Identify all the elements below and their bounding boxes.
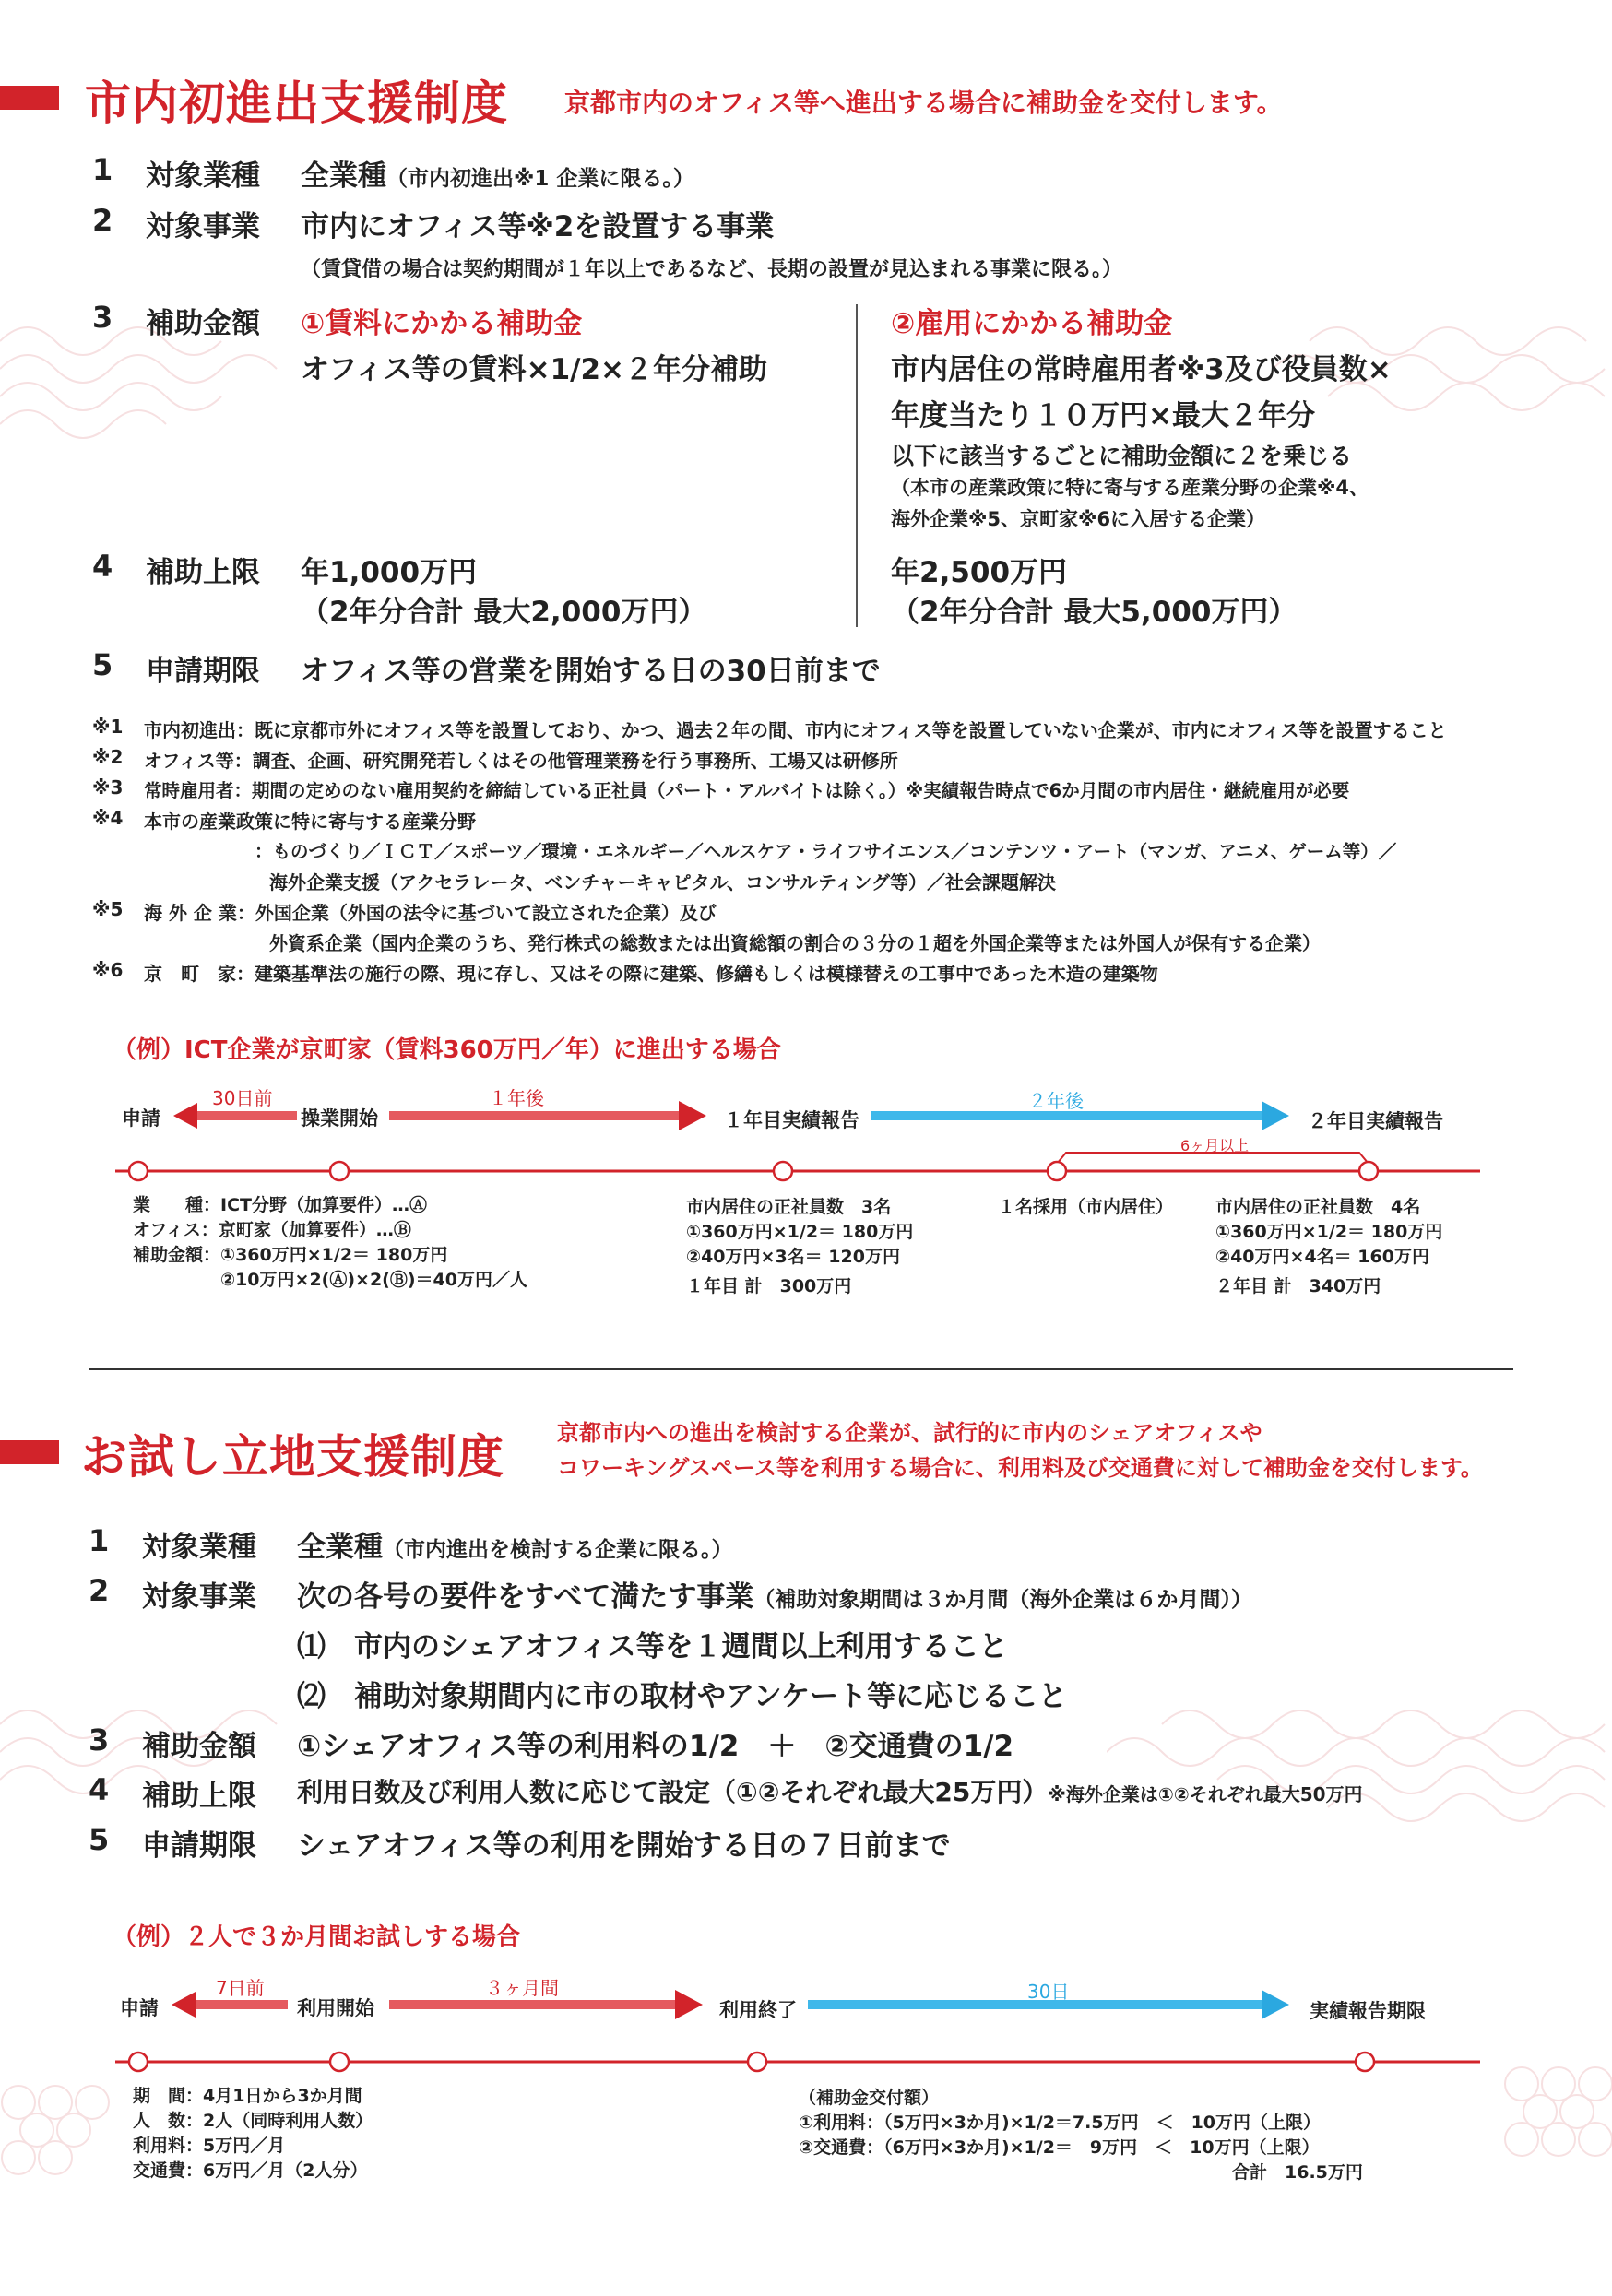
arrow-label-3months: ３ヶ月間 — [485, 1977, 559, 1999]
example-line: ①360万円×1/2＝ 180万円 — [1215, 1222, 1443, 1242]
grant-left-limit1: 年1,000万円 — [301, 556, 478, 589]
example1-title: （例）ICT企業が京町家（賃料360万円／年）に進出する場合 — [113, 1036, 781, 1064]
footnote-text: ：ものづくり／ＩＣＴ／スポーツ／環境・エネルギー／ヘルスケア・ライフサイエンス／コンテンツ・アート（マンガ、アニメ、ゲーム等）／ — [255, 841, 1397, 862]
item-value-text: 次の各号の要件をすべて満たす事業 — [297, 1580, 754, 1614]
bracket-label: 6ヶ月以上 — [1180, 1137, 1250, 1154]
example-line: 補助金額：①360万円×1/2＝ 180万円 — [133, 1245, 448, 1265]
arrow-label-30days: 30日前 — [212, 1087, 273, 1109]
timeline-node — [1048, 1162, 1066, 1180]
wave-pattern-decoration — [0, 2075, 120, 2222]
item-note: ※海外企業は①②それぞれ最大50万円 — [1048, 1783, 1363, 1805]
item-label: 対象業種 — [146, 160, 260, 193]
item-label: 補助金額 — [146, 307, 260, 340]
column-divider — [856, 304, 858, 627]
example-line: ②交通費：（6万円×3か月)×1/2＝ 9万円 ＜ 10万円（上限） — [799, 2137, 1320, 2158]
item-number: 2 — [92, 203, 113, 238]
item-value-text: 全業種 — [297, 1531, 383, 1564]
example-line: ②40万円×3名＝ 120万円 — [686, 1247, 900, 1267]
grant-right-text4: （本市の産業政策に特に寄与する産業分野の企業※4、 — [891, 477, 1369, 499]
timeline-node — [748, 2053, 766, 2071]
timeline-point-deadline: 実績報告期限 — [1310, 2000, 1426, 2022]
arrow-head-right — [675, 1990, 703, 2019]
example-line: ②10万円×2(Ⓐ)×2(Ⓑ)＝40万円／人 — [133, 1270, 527, 1290]
arrow-head-left — [172, 1992, 196, 2018]
example-hire-note: １名採用（市内居住） — [998, 1197, 1174, 1217]
timeline-node — [129, 2053, 148, 2071]
item-number: 5 — [89, 1822, 110, 1857]
grant-right-limit2: （2年分合計 最大5,000万円） — [891, 596, 1298, 629]
arrow-head-left — [173, 1103, 197, 1129]
footnote-text: 京 町 家：建築基準法の施行の際、現に存し、又はその際に建築、修繕もしくは模様替えの工事中であった木造の建築物 — [144, 963, 1158, 985]
item-value: オフィス等の営業を開始する日の30日前まで — [301, 655, 881, 688]
example-block — [133, 1193, 527, 1293]
example-line: 市内居住の正社員数 4名 — [1215, 1197, 1421, 1217]
footnote-mark: ※2 — [92, 746, 124, 768]
grant-right-text3: 以下に該当するごとに補助金額に２を乗じる — [891, 443, 1353, 469]
item-value — [301, 152, 694, 194]
example-line: ①360万円×1/2＝ 180万円 — [686, 1222, 914, 1242]
item-note: （市内進出を検討する企業に限る。） — [383, 1538, 733, 1562]
item-value: 市内にオフィス等※2を設置する事業 — [301, 210, 775, 243]
example2-title: （例）２人で３か月間お試しする場合 — [113, 1923, 521, 1951]
grant-left-heading: ①賃料にかかる補助金 — [301, 307, 583, 340]
arrow-label-1year: １年後 — [489, 1087, 544, 1109]
item-note: （賃貸借の場合は契約期間が１年以上であるなど、長期の設置が見込まれる事業に限る。） — [301, 258, 1123, 281]
item-label: 補助上限 — [142, 1780, 256, 1813]
example-line: 市内居住の正社員数 3名 — [686, 1197, 892, 1217]
item-number: 2 — [89, 1573, 110, 1608]
section1-subtitle: 京都市内のオフィス等へ進出する場合に補助金を交付します。 — [564, 88, 1283, 118]
timeline-point-start: 操業開始 — [301, 1107, 378, 1130]
item-number: 1 — [92, 152, 113, 187]
grant-right-text1: 市内居住の常時雇用者※3及び役員数× — [891, 353, 1392, 386]
item-value — [297, 1772, 1363, 1809]
wave-pattern-decoration — [1494, 2056, 1612, 2195]
arrow-head-blue — [1262, 1990, 1289, 2019]
section1-title: 市内初進出支援制度 — [85, 77, 508, 130]
example-block — [799, 2086, 1363, 2185]
section2-title: お試し立地支援制度 — [81, 1430, 504, 1484]
item-number: 1 — [89, 1523, 110, 1558]
item-label: 申請期限 — [146, 655, 260, 688]
grant-right-text5: 海外企業※5、京町家※6に入居する企業） — [891, 508, 1266, 530]
grant-left-limit2: （2年分合計 最大2,000万円） — [301, 596, 707, 629]
example-line: ①利用料：（5万円×3か月)×1/2＝7.5万円 ＜ 10万円（上限） — [799, 2113, 1322, 2133]
footnote-text: オフィス等：調査、企画、研究開発若しくはその他管理業務を行う事務所、工場又は研修所 — [144, 750, 898, 772]
item-note: （補助対象期間は３か月間（海外企業は６か月間）） — [753, 1588, 1252, 1612]
example-line: ２年目 計 340万円 — [1215, 1276, 1381, 1296]
item-label: 対象業種 — [142, 1531, 256, 1564]
item-label: 対象事業 — [146, 210, 260, 243]
timeline-node — [1359, 1162, 1378, 1180]
section-marker-bar — [0, 86, 59, 110]
item-value — [297, 1523, 733, 1565]
example-block — [1215, 1195, 1442, 1299]
footnote-mark: ※4 — [92, 807, 124, 829]
timeline-node — [330, 2053, 349, 2071]
example-total: 合計 16.5万円 — [1232, 2162, 1363, 2183]
timeline-point-application: 申請 — [122, 1107, 160, 1130]
timeline-point-application: 申請 — [120, 1997, 159, 2019]
item-value: ①シェアオフィス等の利用料の1/2 ＋ ②交通費の1/2 — [297, 1730, 1014, 1763]
example-block — [686, 1195, 913, 1299]
item-label: 対象事業 — [142, 1580, 256, 1614]
section-separator — [89, 1368, 1513, 1370]
timeline-point-end: 利用終了 — [719, 1999, 797, 2021]
arrow-label-30days: 30日 — [1027, 1981, 1070, 2003]
section2-subtitle2: コワーキングスペース等を利用する場合に、利用料及び交通費に対して補助金を交付します。 — [557, 1455, 1483, 1481]
example-line: 利用料：5万円／月 — [133, 2136, 286, 2156]
item-label: 補助金額 — [142, 1730, 256, 1763]
footnote-mark: ※6 — [92, 959, 124, 981]
item-label: 申請期限 — [142, 1829, 256, 1863]
footnote-text: 市内初進出：既に京都市外にオフィス等を設置しており、かつ、過去２年の間、市内にオフィス等を設置していない企業が、市内にオフィス等を設置すること — [144, 719, 1447, 741]
arrow-label-2years: ２年後 — [1028, 1090, 1084, 1112]
item-number: 3 — [92, 300, 113, 335]
timeline-node — [1356, 2053, 1374, 2071]
grant-right-limit1: 年2,500万円 — [891, 556, 1068, 589]
timeline-point-report1: １年目実績報告 — [724, 1109, 859, 1131]
footnote-text: 海 外 企 業：外国企業（外国の法令に基づいて設立された企業）及び — [144, 902, 717, 924]
arrow-head-right — [679, 1101, 706, 1130]
timeline-node — [129, 1162, 148, 1180]
item-note: （市内初進出※1 企業に限る。） — [386, 167, 694, 191]
footnote-mark: ※3 — [92, 776, 124, 799]
requirement-1: ⑴ 市内のシェアオフィス等を１週間以上利用すること — [297, 1630, 1008, 1663]
example-line: （補助金交付額） — [799, 2088, 940, 2108]
footnote-mark: ※1 — [92, 716, 124, 738]
grant-right-text2: 年度当たり１０万円×最大２年分 — [891, 399, 1315, 432]
timeline-point-start: 利用開始 — [297, 1997, 374, 2019]
item-value — [297, 1573, 1252, 1615]
footnote-text: 常時雇用者：期間の定めのない雇用契約を締結している正社員（パート・アルバイトは除く。）※実績報告時点で6か月間の市内居住・継続雇用が必要 — [144, 780, 1350, 801]
example-line: 期 間：4月1日から3か月間 — [133, 2086, 362, 2106]
arrow-head-blue — [1262, 1101, 1289, 1130]
footnote-text: 外資系企業（国内企業のうち、発行株式の総数または出資総額の割合の３分の１超を外国企業等または外国人が保有する企業） — [269, 932, 1321, 954]
item-value-text: 利用日数及び利用人数に応じて設定（①②それぞれ最大25万円） — [297, 1777, 1049, 1807]
timeline-point-report2: ２年目実績報告 — [1308, 1110, 1443, 1132]
timeline-node — [330, 1162, 349, 1180]
example-line: オフィス：京町家（加算要件）…Ⓑ — [133, 1220, 411, 1240]
grant-left-text: オフィス等の賃料×1/2×２年分補助 — [301, 353, 767, 386]
item-number: 3 — [89, 1722, 110, 1758]
example-block — [133, 2084, 373, 2184]
example-line: 人 数：2人（同時利用人数） — [133, 2111, 373, 2131]
section2-subtitle1: 京都市内への進出を検討する企業が、試行的に市内のシェアオフィスや — [557, 1420, 1262, 1446]
timeline-node — [774, 1162, 792, 1180]
example-line: １年目 計 300万円 — [686, 1276, 852, 1296]
section-marker-bar — [0, 1440, 59, 1464]
footnote-text: 海外企業支援（アクセラレータ、ベンチャーキャピタル、コンサルティング等）／社会課題解決 — [269, 871, 1056, 894]
grant-right-heading: ②雇用にかかる補助金 — [891, 307, 1173, 340]
item-value-text: 全業種 — [301, 160, 386, 193]
item-number: 5 — [92, 647, 113, 682]
item-value: シェアオフィス等の利用を開始する日の７日前まで — [297, 1829, 951, 1863]
example-line: 交通費：6万円／月（2人分） — [133, 2160, 368, 2181]
item-number: 4 — [92, 549, 113, 584]
example-line: ②40万円×4名＝ 160万円 — [1215, 1247, 1429, 1267]
arrow-label-7days: 7日前 — [216, 1977, 265, 1999]
footnote-text: 本市の産業政策に特に寄与する産業分野 — [144, 811, 476, 833]
item-number: 4 — [89, 1772, 110, 1807]
example-line: 業 種：ICT分野（加算要件）…Ⓐ — [133, 1195, 427, 1215]
footnote-mark: ※5 — [92, 898, 124, 920]
requirement-2: ⑵ 補助対象期間内に市の取材やアンケート等に応じること — [297, 1680, 1068, 1713]
item-label: 補助上限 — [146, 556, 260, 589]
